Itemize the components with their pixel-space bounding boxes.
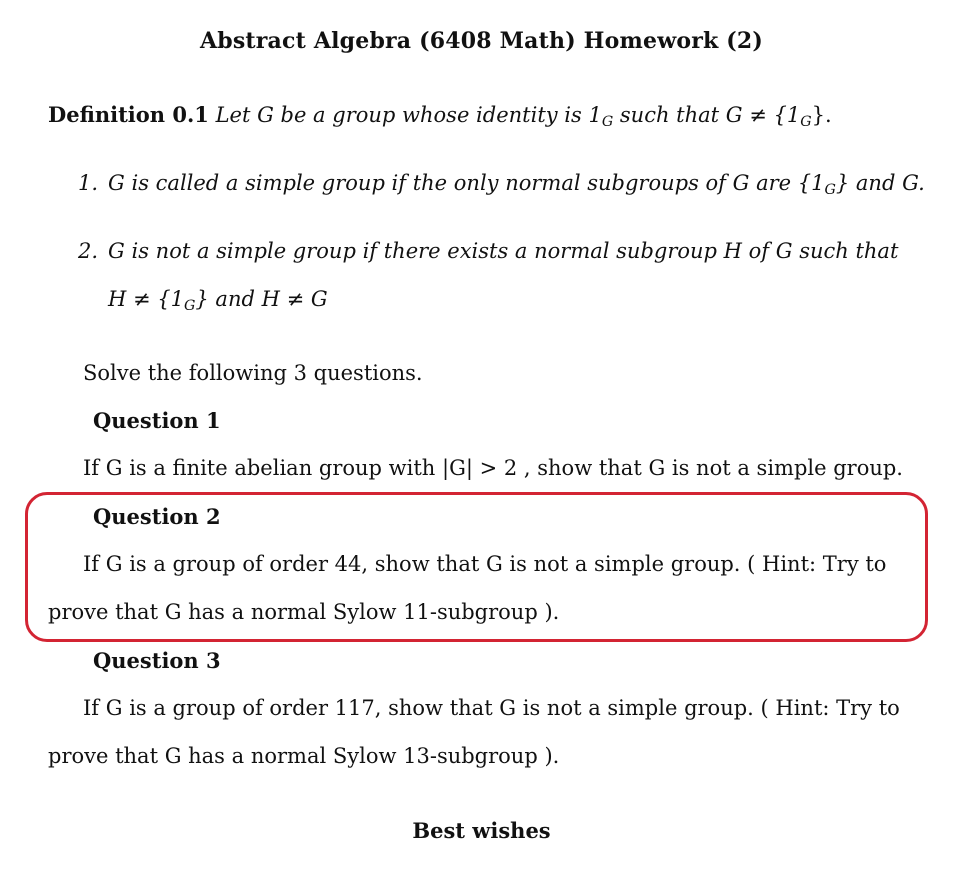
definition-item-number: 2. bbox=[78, 239, 99, 263]
definition-line bbox=[48, 102, 832, 130]
definition-sub-1: G bbox=[601, 113, 614, 130]
intro-text: Solve the following 3 questions. bbox=[83, 361, 423, 385]
definition-item-text-a: G is called a simple group if the only normal subgroups of G are {1 bbox=[108, 171, 825, 195]
definition-label: Definition 0.1 bbox=[48, 102, 209, 127]
page-title: Abstract Algebra (6408 Math) Homework (2) bbox=[199, 28, 764, 54]
question-3-text-line-1: If G is a group of order 117, show that G is not a simple group. ( Hint: Try to bbox=[83, 696, 900, 720]
definition-item-sub: G bbox=[824, 181, 836, 198]
definition-item-2-text-a: H ≠ {1 bbox=[108, 287, 184, 311]
question-2-text-line-1: If G is a group of order 44, show that G is not a simple group. ( Hint: Try to bbox=[83, 552, 887, 576]
question-2-text-line-2: prove that G has a normal Sylow 11-subgroup ). bbox=[48, 600, 560, 624]
definition-item-1 bbox=[78, 171, 925, 198]
definition-item-2-line-2 bbox=[108, 287, 328, 314]
definition-text-c: }. bbox=[811, 103, 832, 127]
question-1-text: If G is a finite abelian group with |G| > 2 , show that G is not a simple group. bbox=[83, 456, 903, 480]
definition-item-2 bbox=[78, 239, 898, 263]
definition-text-b: such that G ≠ {1 bbox=[613, 103, 801, 127]
definition-item-text-a: G is not a simple group if there exists a normal subgroup H of G such that bbox=[108, 239, 899, 263]
definition-item-number: 1. bbox=[78, 171, 99, 195]
question-3-heading: Question 3 bbox=[93, 648, 221, 673]
definition-text-a: Let G be a group whose identity is 1 bbox=[215, 103, 602, 127]
definition-item-text-b: } and G. bbox=[835, 171, 925, 195]
definition-item-2-sub: G bbox=[183, 297, 196, 314]
question-2-heading: Question 2 bbox=[93, 504, 221, 529]
definition-sub-2: G bbox=[800, 113, 812, 130]
definition-item-2-text-b: } and H ≠ G bbox=[195, 287, 328, 311]
question-3-text-line-2: prove that G has a normal Sylow 13-subgroup ). bbox=[48, 744, 560, 768]
question-1-heading: Question 1 bbox=[93, 408, 221, 433]
closing-text: Best wishes bbox=[412, 818, 551, 843]
